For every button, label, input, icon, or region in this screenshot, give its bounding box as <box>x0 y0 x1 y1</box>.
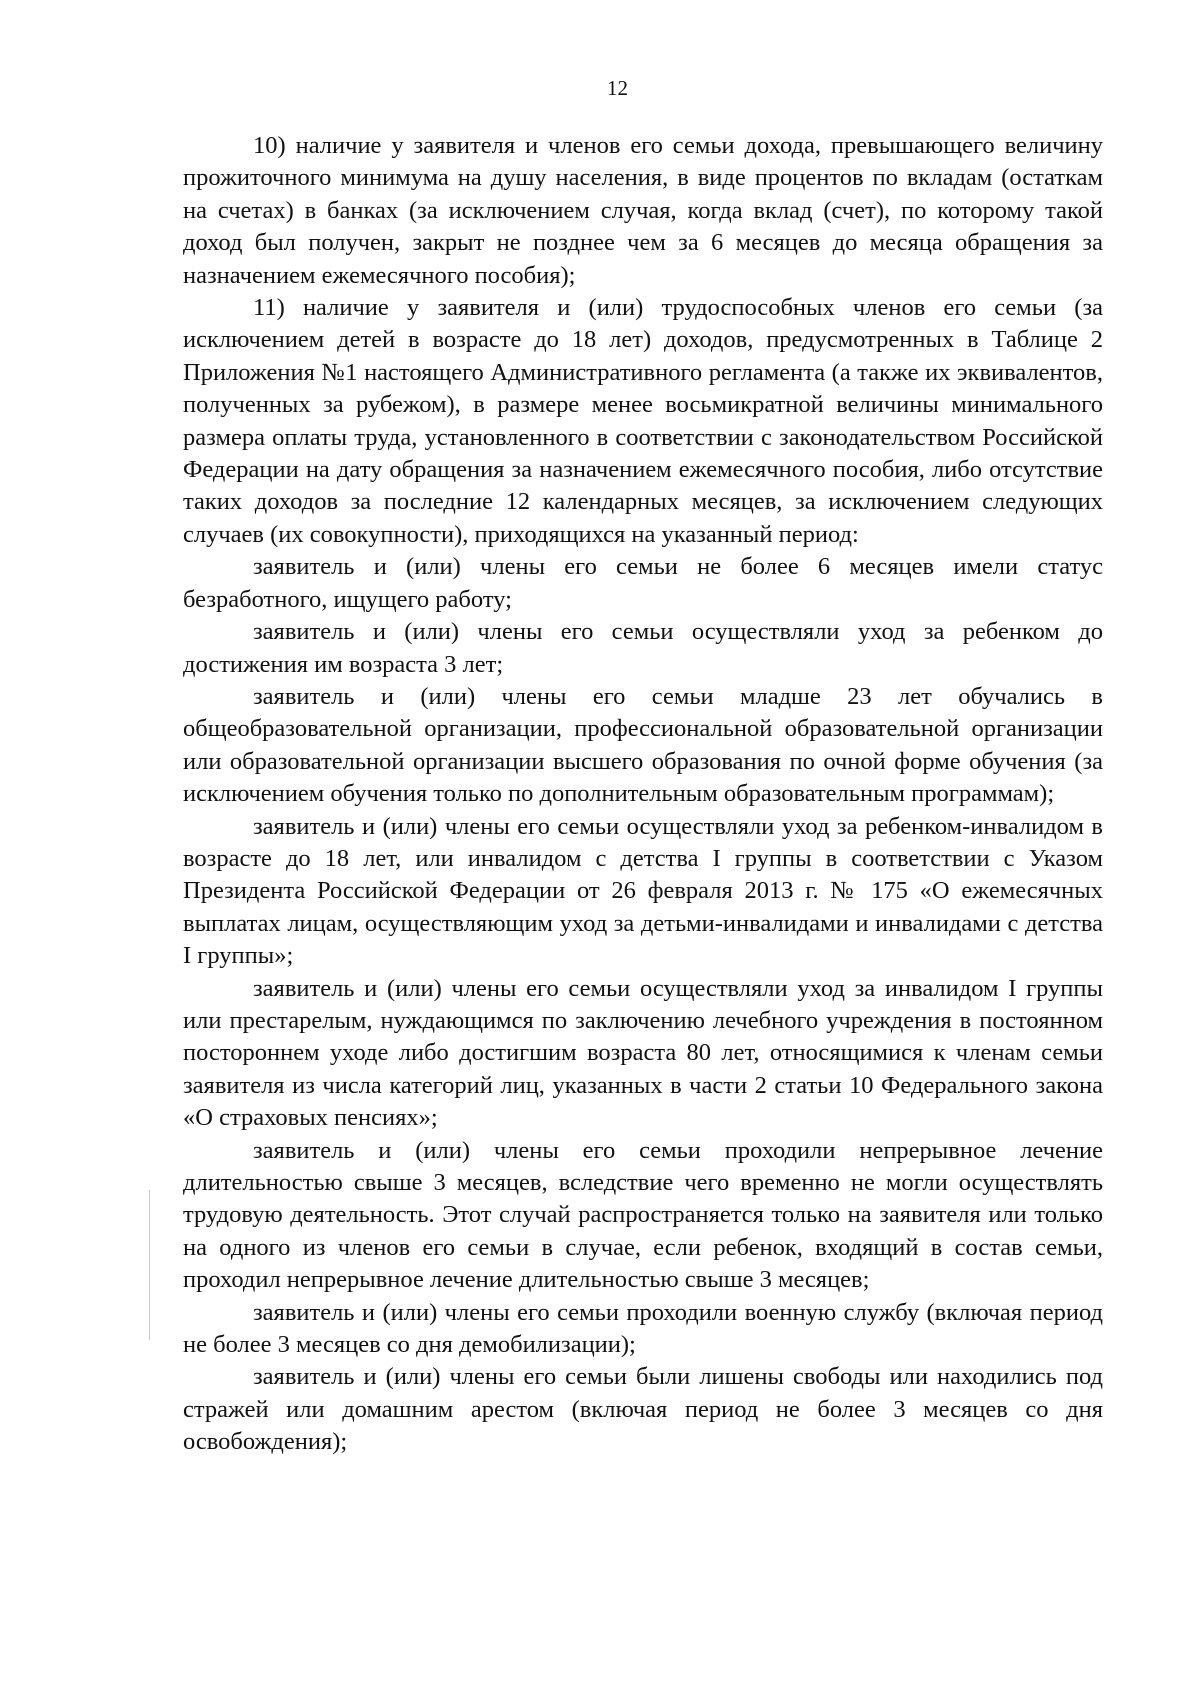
scan-edge-mark <box>149 1190 150 1340</box>
paragraph-item-11: 11) наличие у заявителя и (или) трудоспособных членов его семьи (за исключением детей в возрасте до 18 лет) доходов, предусмотренных в Таблице 2 Приложения №1 настоящего Административного регламента (а также их эквивалентов, полученных за рубежом), в размере менее восьмикратной величины минимального размера оплаты труда, установленного в соответствии с законодательством Российской Федерации на дату обращения за назначением ежемесячного пособия, либо отсутствие таких доходов за последние 12 календарных месяцев, за исключением следующих случаев (их совокупности), приходящихся на указанный период: <box>183 294 1103 548</box>
document-body <box>183 130 1103 1459</box>
paragraph-exception-unemployed: заявитель и (или) члены его семьи не более 6 месяцев имели статус безработного, ищущего работу; <box>183 553 1103 613</box>
paragraph-exception-imprisonment: заявитель и (или) члены его семьи были лишены свободы или находились под стражей или домашним арестом (включая период не более 3 месяцев со дня освобождения); <box>183 1363 1103 1456</box>
paragraph-exception-medical-treatment: заявитель и (или) члены его семьи проходили непрерывное лечение длительностью свыше 3 месяцев, вследствие чего временно не могли осуществлять трудовую деятельность. Этот случай распространяется только на заявителя или только на одного из членов его семьи в случае, если ребенок, входящий в состав семьи, проходил непрерывное лечение длительностью свыше 3 месяцев; <box>183 1136 1103 1294</box>
paragraph-item-10: 10) наличие у заявителя и членов его семьи дохода, превышающего величину прожиточного минимума на душу населения, в виде процентов по вкладам (остаткам на счетах) в банках (за исключением случая, когда вклад (счет), по которому такой доход был получен, закрыт не позднее чем за 6 месяцев до месяца обращения за назначением ежемесячного пособия); <box>183 132 1103 289</box>
page-number: 12 <box>607 76 628 100</box>
paragraph-exception-elderly-care: заявитель и (или) члены его семьи осуществляли уход за инвалидом I группы или престарелым, нуждающимся по заключению лечебного учреждения в постоянном постороннем уходе либо достигшим возраста 80 лет, относящимися к членам семьи заявителя из числа категорий лиц, указанных в части 2 статьи 10 Федерального закона «О страховых пенсиях»; <box>183 974 1103 1132</box>
paragraph-exception-childcare: заявитель и (или) члены его семьи осуществляли уход за ребенком до достижения им возраста 3 лет; <box>183 618 1103 678</box>
paragraph-exception-disabled-child-care: заявитель и (или) члены его семьи осуществляли уход за ребенком-инвалидом в возрасте до 18 лет, или инвалидом с детства I группы в соответствии с Указом Президента Российской Федерации от 26 февраля 2013 г. № 175 «О ежемесячных выплатах лицам, осуществляющим уход за детьми-инвалидами и инвалидами с детства I группы»; <box>183 812 1103 970</box>
paragraph-exception-military-service: заявитель и (или) члены его семьи проходили военную службу (включая период не более 3 месяцев со дня демобилизации); <box>183 1298 1103 1359</box>
paragraph-exception-education: заявитель и (или) члены его семьи младше 23 лет обучались в общеобразовательной организации, профессиональной образовательной организации или образовательной организации высшего образования по очной форме обучения (за исключением обучения только по дополнительным образовательным программам); <box>183 682 1103 808</box>
